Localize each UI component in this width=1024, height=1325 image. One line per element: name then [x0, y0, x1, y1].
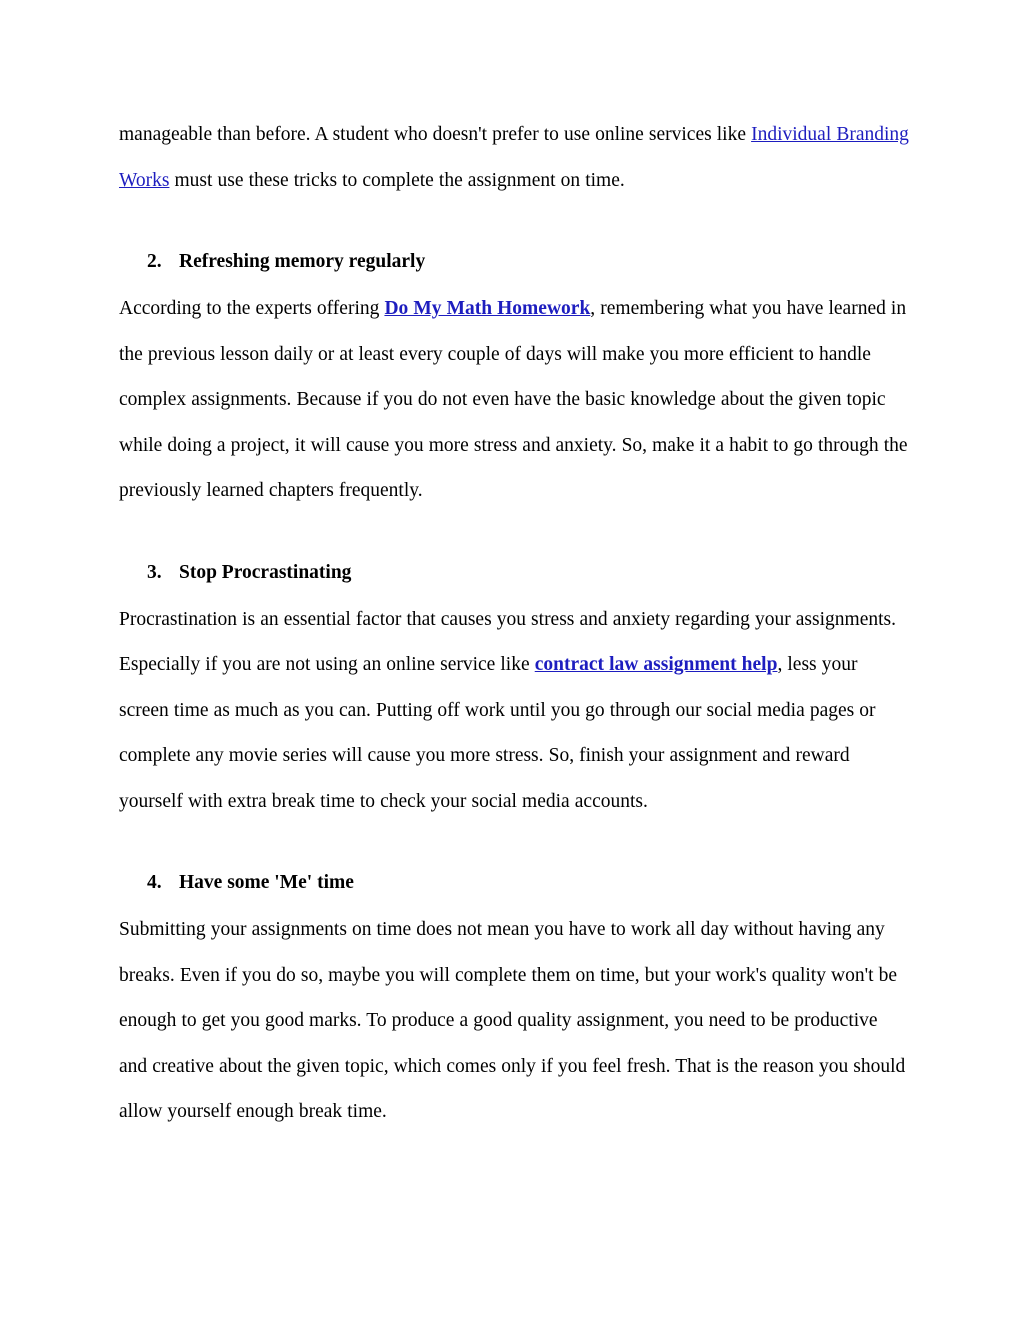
section-4-heading-label: Have some 'Me' time	[179, 872, 354, 893]
section-4-heading-list	[119, 869, 909, 897]
section-3-heading-item	[119, 559, 909, 587]
section-4-text: Submitting your assignments on time does not mean you have to work all day without having any breaks. Even if you do so, maybe you will complete them on time, but your work's quality won't be enough to get you good marks. To produce a good quality assignment, you need to be productive and creative about the given topic, which comes only if you feel fresh. That is the reason you should allow yourself enough break time.	[119, 919, 906, 1122]
link-contract-law-assignment-help[interactable]: contract law assignment help	[534, 654, 778, 675]
section-3-text-after: , less your screen time as much as you can. Putting off work until you go through our social media pages or complete any movie series will cause you more stress. So, finish your assignment and reward yourself with extra break time to check your social media accounts.	[119, 654, 876, 812]
spacer	[119, 514, 909, 559]
section-2-number: 2.	[147, 251, 162, 272]
section-4-paragraph	[119, 907, 909, 1135]
section-3-number: 3.	[147, 561, 162, 583]
section-2-heading-list	[119, 248, 909, 276]
section-4-heading-item	[119, 869, 909, 897]
section-3-text-before: Procrastination is an essential factor that causes you stress and anxiety regarding your assignments. Especially if you are not using an online service like	[119, 608, 896, 675]
spacer	[119, 203, 909, 248]
section-2-paragraph	[119, 286, 909, 514]
intro-text-before: manageable than before. A student who doesn't prefer to use online services like	[119, 124, 752, 145]
link-individual-branding-works[interactable]: Individual Branding Works	[119, 124, 909, 191]
intro-text-after: must use these tricks to complete the assignment on time.	[169, 169, 625, 191]
link-do-my-math-homework[interactable]: Do My Math Homework	[384, 298, 591, 319]
section-2-text-before: According to the experts offering	[119, 298, 385, 319]
spacer	[119, 824, 909, 869]
section-3-paragraph	[119, 597, 909, 825]
section-2-text-after: , remembering what you have learned in the previous lesson daily or at least every couple of days will make you more efficient to handle complex assignments. Because if you do not even have the basic knowledge about the given topic while doing a project, it will cause you more stress and anxiety. So, make it a habit to go through the previously learned chapters frequently.	[119, 298, 908, 501]
section-3-heading-list	[119, 559, 909, 587]
section-3-heading-label: Stop Procrastinating	[179, 561, 352, 583]
section-2-heading-item	[119, 248, 909, 276]
section-2-heading-label: Refreshing memory regularly	[179, 251, 426, 272]
document-content	[119, 112, 909, 1135]
section-4-number: 4.	[147, 872, 162, 893]
intro-paragraph	[119, 112, 909, 203]
